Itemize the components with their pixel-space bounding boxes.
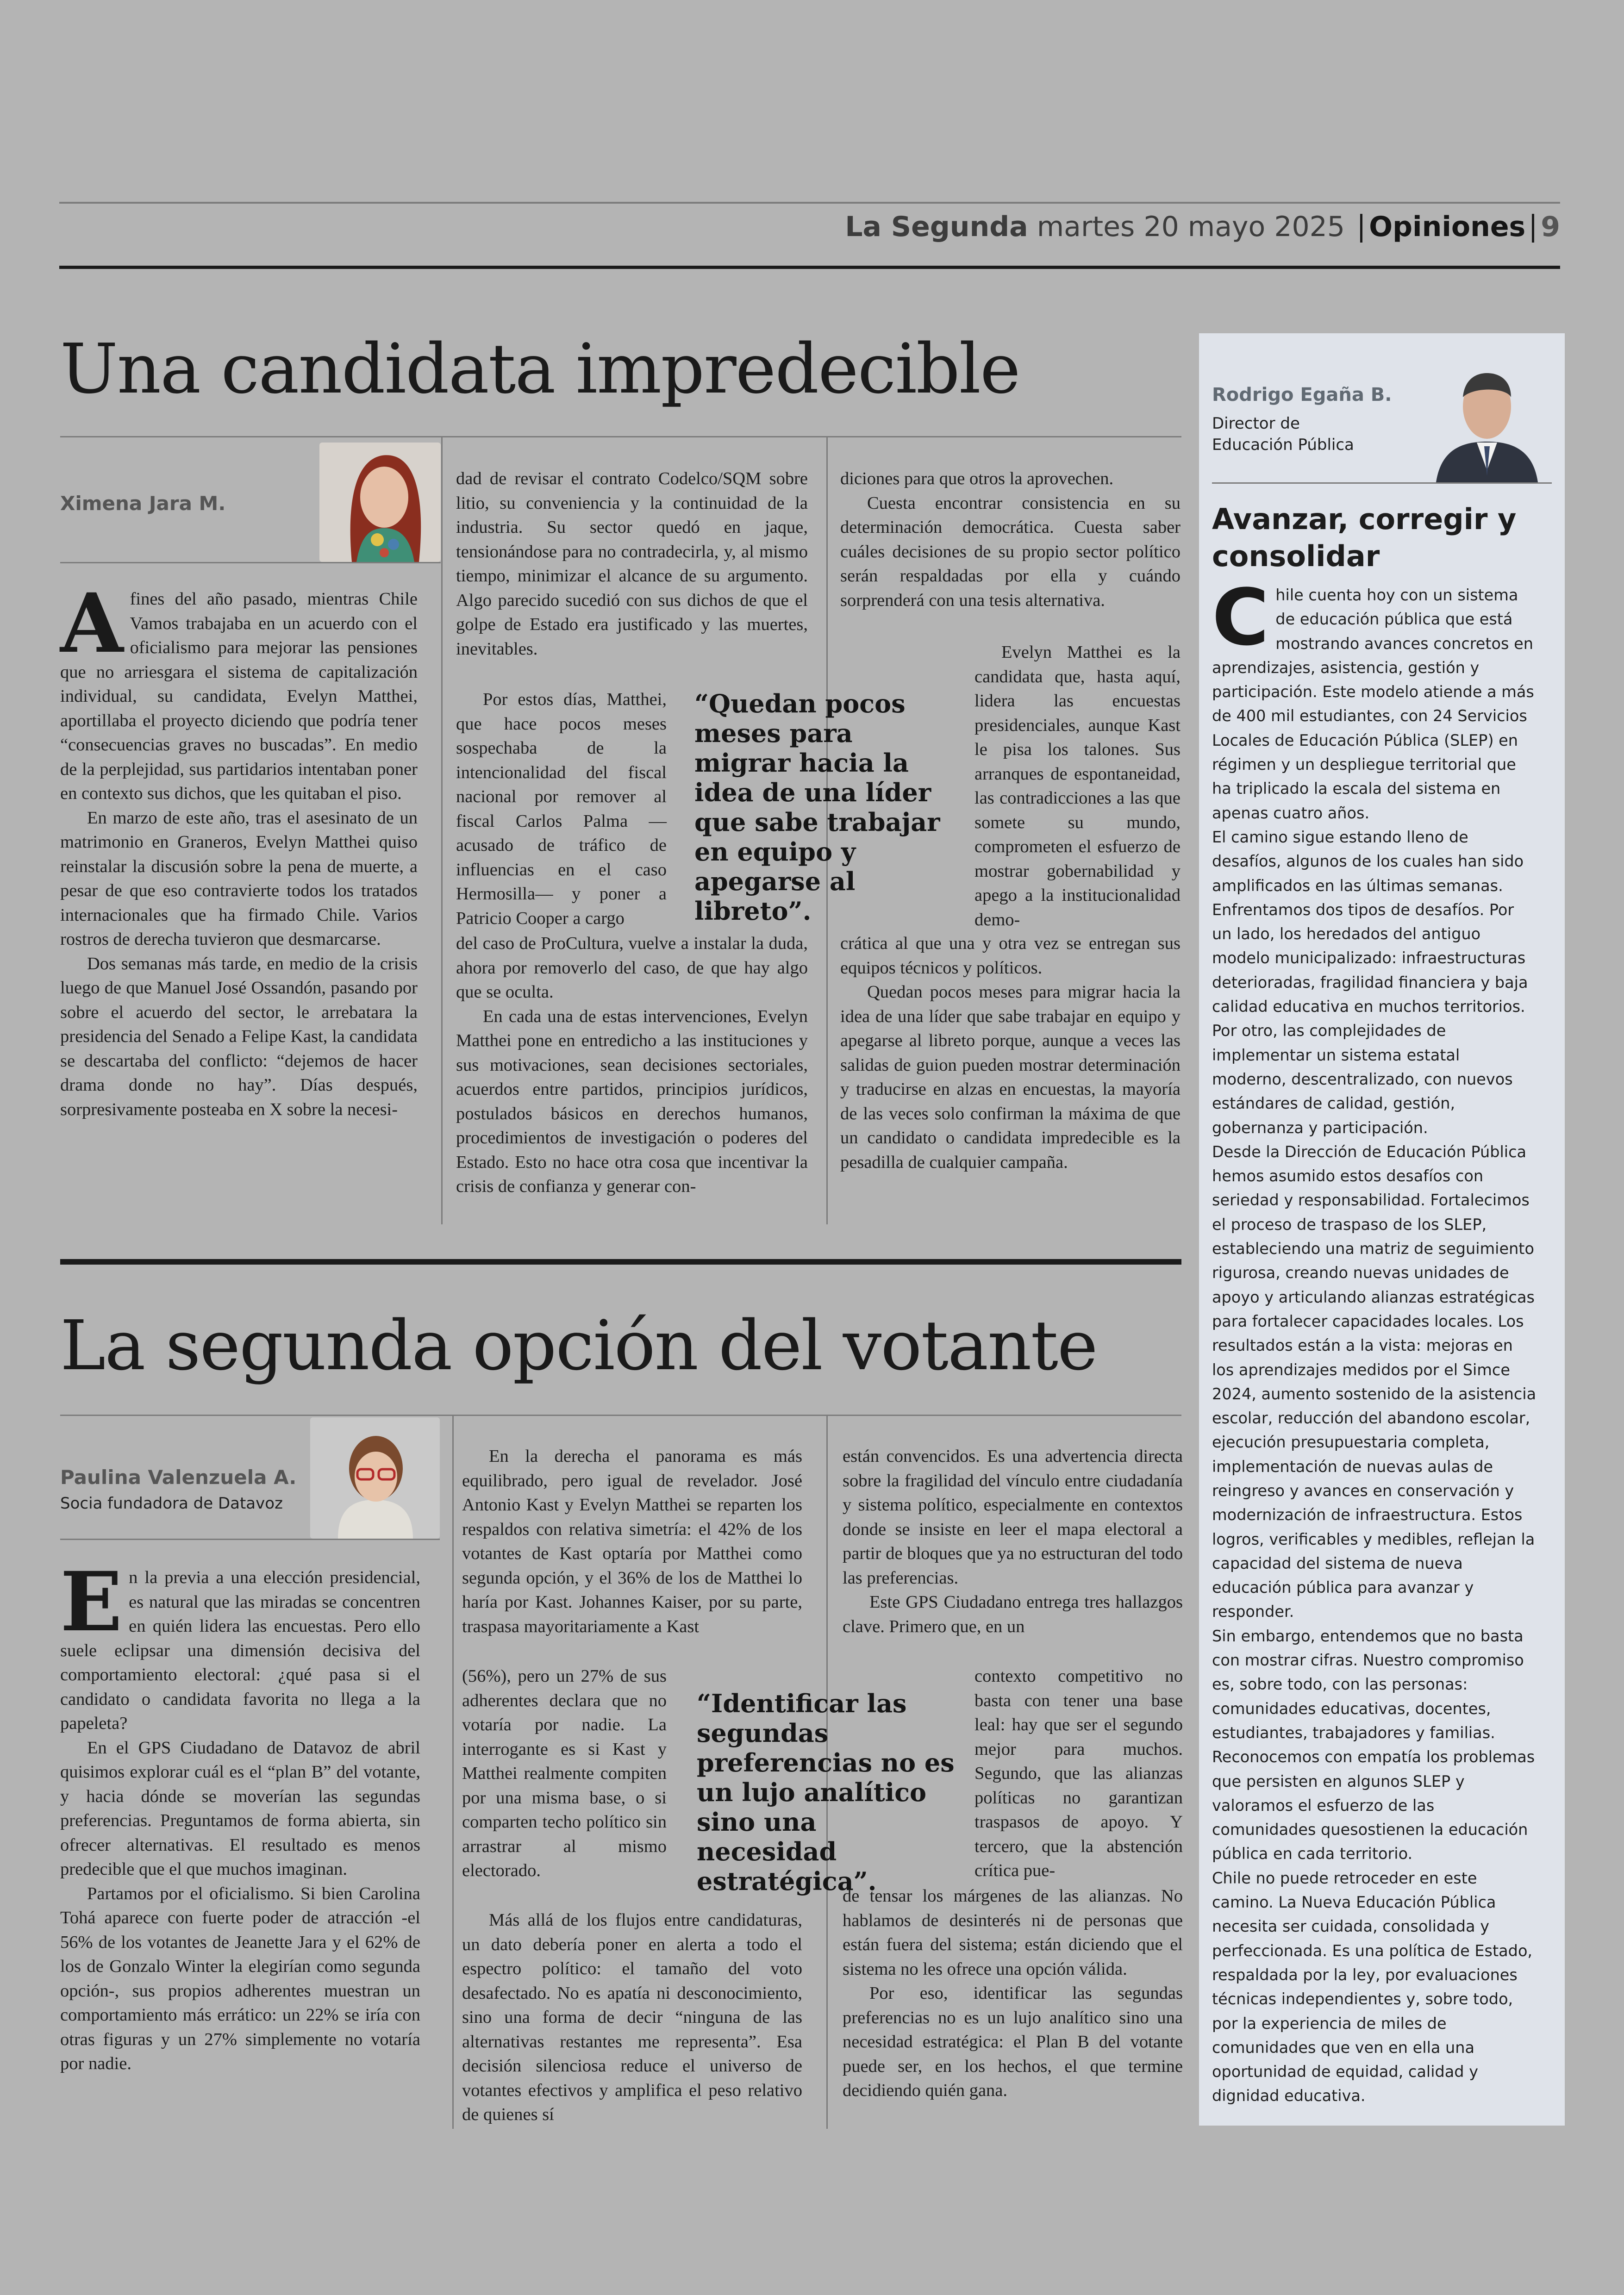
article-2-headline: La segunda opción del votante — [60, 1306, 1097, 1385]
article-1-column-1 — [60, 575, 418, 1122]
article-separator — [60, 1259, 1181, 1265]
article-1-column-2b — [456, 687, 667, 930]
paragraph: Dos semanas más tarde, en medio de la crisis luego de que Manuel José Ossandón, pasando por sobre el acuerdo del sector, le arrebatara la presidencia del Senado a Felipe Kast, la candidata se descartaba del conflicto: “dejemos de hacer drama donde no hay”. Días después, sorpresivamente posteaba en X sobre la necesi- — [60, 954, 418, 1119]
article-2-column-1 — [60, 1554, 420, 2076]
article-2-author-rule — [60, 1539, 440, 1540]
article-2-column-3c — [843, 1884, 1183, 2103]
author-photo-paulina — [310, 1417, 440, 1539]
paragraph: Cuesta encontrar consistencia en su determinación democrática. Cuesta saber cuáles decisiones de su propio sector político serán respaldadas por ella y cuándo sorprenderá con una tesis alternativa. — [840, 493, 1181, 610]
paragraph: Evelyn Matthei es la candidata que, hasta aquí, lidera las encuestas presidenciales, aunque Kast le pisa los talones. Sus arranques de espontaneidad, las contradicciones a las que somete su mundo, comprometen el esfuerzo de mostrar gobernabilidad y apego a la institucionalidad demo- — [974, 642, 1181, 929]
article-2-column-2c — [462, 1908, 802, 2127]
article-2-pullquote: “Identificar las segundas preferencias no es un lujo analítico sino una necesidad estratégica”. — [697, 1689, 955, 1896]
column-divider — [441, 437, 443, 1224]
paragraph: crática al que una y otra vez se entregan sus equipos técnicos y políticos. — [840, 934, 1181, 978]
paragraph: hile cuenta hoy con un sistema de educación pública que está mostrando avances concretos en aprendizajes, asistencia, gestión y participación. Este modelo atiende a más de 400 mil estudiantes, con 24 Servicios Locales de Educación Pública (SLEP) en régimen y un despliegue territorial que ha triplicado la escala del sistema en apenas cuatro años. — [1212, 586, 1534, 822]
paragraph: En la derecha el panorama es más equilibrado, pero igual de revelador. José Antonio Kast y Evelyn Matthei se reparten los respaldos con relativa simetría: el 42% de los votantes de Kast optaría por Matthei como segunda opción, y el 36% de los de Matthei lo haría por Kast. Johannes Kaiser, por su parte, traspasa mayoritariamente a Kast — [462, 1447, 802, 1636]
drop-cap: C — [1212, 572, 1269, 663]
paragraph: El camino sigue estando lleno de desafíos, algunos de los cuales han sido amplificados en las últimas semanas. Enfrentamos dos tipos de desafíos. Por un lado, los heredados del antiguo modelo municipalizado: infraestructuras deterioradas, fragilidad financiera y baja calidad educativa en muchos territorios. Por otro, las complejidades de implementar un sistema estatal moderno, descentralizado, con nuevos estándares de calidad, gestión, gobernanza y participación. — [1212, 828, 1528, 1137]
author-photo-ximena — [319, 443, 441, 562]
sidebar-author: Rodrigo Egaña B. — [1212, 384, 1392, 405]
masthead — [59, 209, 1560, 244]
article-2-column-2a — [462, 1444, 802, 1639]
paragraph: Chile no puede retroceder en este camino. La Nueva Educación Pública necesita ser cuidada, consolidada y perfeccionada. Es una política de Estado, respaldada por la ley, por evaluaciones técnicas independientes y, sobre todo, por la experiencia de miles de comunidades que ven en ella una oportunidad de equidad, calidad y dignidad educativa. — [1212, 1869, 1533, 2105]
paragraph: de tensar los márgenes de las alianzas. No hablamos de desinterés ni de personas que están fuera del sistema; están diciendo que el sistema no les ofrece una opción válida. — [843, 1886, 1183, 1979]
sidebar-title: Avanzar, corregir y consolidar — [1212, 502, 1517, 573]
article-1-author-rule — [60, 562, 441, 563]
article-1-author: Ximena Jara M. — [60, 492, 226, 515]
sidebar-body — [1212, 572, 1538, 2108]
paragraph: Más allá de los flujos entre candidaturas, un dato debería poner en alerta a todo el espectro político: el tamaño del voto desafectado. No es apatía ni desconocimiento, sino una forma de decir “ninguna de las alternativas restantes me representa”. Esa decisión silenciosa reduce el universo de votantes efectivos y amplifica el peso relativo de quienes sí — [462, 1910, 802, 2124]
article-1-pullquote: “Quedan pocos meses para migrar hacia la idea de una líder que sabe trabajar en equipo y apegarse al libreto”. — [694, 689, 940, 926]
column-divider — [452, 1416, 454, 2129]
sidebar-author-role: Director de Educación Pública — [1212, 414, 1354, 454]
paragraph: fines del año pasado, mientras Chile Vamos trabajaba en un acuerdo con el oficialismo para mejorar las pensiones que no arriesgara el sistema de capitalización individual, su candidata, Evelyn Matthei, aportillaba el proyecto diciendo que podría tener “consecuencias graves no buscadas”. En medio de la perplejidad, sus partidarios intentaban poner en contexto sus dichos, que les quitaban el piso. — [60, 589, 418, 803]
paragraph: Sin embargo, entendemos que no basta con mostrar cifras. Nuestro compromiso es, sobre todo, con las personas: comunidades educativas, docentes, estudiantes, trabajadores y familias. Reconocemos con empatía los problemas que persisten en algunos SLEP y valoramos el esfuerzo de las comunidades quesostienen la educación pública en cada territorio. — [1212, 1627, 1535, 1863]
paragraph: Partamos por el oficialismo. Si bien Carolina Tohá aparece con fuerte poder de atracción -el 56% de los votantes de Jeanette Jara y el 62% de los de Gonzalo Winter la elegirían como segunda opción-, sus propios adherentes muestran un comportamiento más errático: un 22% se iría con otras figuras y un 27% simplemente no votaría por nadie. — [60, 1883, 420, 2073]
masthead-bottom-rule — [59, 266, 1560, 269]
article-1-column-3a — [840, 467, 1181, 612]
paragraph: En cada una de estas intervenciones, Evelyn Matthei pone en entredicho a las instituciones y sus motivaciones, sean decisiones sectoriales, acuerdos entre partidos, principios jurídicos, postulados básicos en derechos humanos, procedimientos de investigación o poderes del Estado. Esto no hace otra cosa que incentivar la crisis de confianza y generar con- — [456, 1006, 808, 1196]
paragraph: Quedan pocos meses para migrar hacia la idea de una líder que sabe trabajar en equipo y apegarse al libreto porque, aunque a veces las salidas de guion pueden mostrar determinación y traducirse en alzas en encuestas, la mayoría de las veces solo confirman la máxima de que un candidato o candidata impredecible es la pesadilla de cualquier campaña. — [840, 982, 1181, 1172]
issue-date: martes 20 mayo 2025 — [1037, 211, 1345, 243]
article-1-column-3c — [840, 931, 1181, 1174]
opinion-sidebar — [1199, 333, 1565, 2126]
masthead-separator — [1360, 214, 1362, 243]
paragraph: están convencidos. Es una advertencia directa sobre la fragilidad del vínculo entre ciudadanía y sistema político, especialmente en contextos donde se insiste en leer el mapa electoral a partir de bloques que ya no estructuran del todo las preferencias. — [843, 1447, 1183, 1588]
paragraph: diciones para que otros la aprovechen. — [840, 469, 1114, 488]
paragraph: contexto competitivo no basta con tener una base leal: hay que ser el segundo mejor para muchos. Segundo, que las alianzas políticas no garantizan traspasos de apoyo. Y tercero, que la abstención crítica pue- — [974, 1666, 1183, 1880]
page-number: 9 — [1541, 211, 1560, 243]
paragraph: n la previa a una elección presidencial, es natural que las miradas se concentren en quién lidera las encuestas. Pero ello suele eclipsar una dimensión decisiva del comportamiento electoral: ¿qué pasa si el candidato o candidata favorita no llega a la papeleta? — [60, 1568, 420, 1733]
article-1-top-rule — [60, 436, 1181, 437]
sidebar-author-rule — [1212, 482, 1552, 484]
article-1-column-2c — [456, 931, 808, 1199]
paragraph: Por estos días, Matthei, que hace pocos meses sospechaba de la intencionalidad del fiscal nacional por remover al fiscal Carlos Palma —acusado de tráfico de influencias en el caso Hermosilla— y poner a Patricio Cooper a cargo — [456, 690, 667, 928]
top-rule — [59, 202, 1560, 204]
masthead-separator — [1532, 214, 1534, 243]
paragraph: Este GPS Ciudadano entrega tres hallazgos clave. Primero que, en un — [843, 1592, 1183, 1636]
article-1-column-2a — [456, 467, 808, 661]
author-photo-rodrigo — [1422, 355, 1552, 482]
paragraph: dad de revisar el contrato Codelco/SQM sobre litio, su conveniencia y la continuidad de la industria. Su sector quedó en jaque, tensionándose para no contradecirla, y, al mismo tiempo, minimizar el alcance de su argumento. Algo parecido sucedió con sus dichos de que el golpe de Estado era justificado y las muertes, inevitables. — [456, 469, 808, 659]
article-1-column-3b — [974, 640, 1181, 932]
article-2-author-role: Socia fundadora de Datavoz — [60, 1494, 283, 1513]
paragraph: En marzo de este año, tras el asesinato de un matrimonio en Graneros, Evelyn Matthei quiso reinstalar la discusión sobre la pena de muerte, a pesar de que eso contravierte todos los tratados internacionales que ha firmado Chile. Varios rostros de derecha tuvieron que desmarcarse. — [60, 808, 418, 949]
paragraph: Desde la Dirección de Educación Pública hemos asumido estos desafíos con seriedad y responsabilidad. Fortalecimos el proceso de traspaso de los SLEP, estableciendo una matriz de seguimiento rigurosa, creando nuevas unidades de apoyo y articulando alianzas estratégicas para fortalecer capacidades locales. Los resultados están a la vista: mejoras en los aprendizajes medidos por el Simce 2024, aumento sostenido de la asistencia escolar, reducción del abandono escolar, ejecución presupuestaria completa, implementación de nuevas aulas de reingreso y avances en conservación y modernización de infraestructura. Estos logros, verificables y medibles, reflejan la capacidad del sistema de nueva educación pública para avanzar y responder. — [1212, 1142, 1537, 1621]
paragraph: (56%), pero un 27% de sus adherentes declara que no votaría por nadie. La interrogante es si Kast y Matthei realmente compiten por una misma base, o si comparten techo político sin arrastrar al mismo electorado. — [462, 1666, 667, 1880]
paragraph: En el GPS Ciudadano de Datavoz de abril quisimos explorar cuál es el “plan B” del votante, y hacia dónde se moverían las segundas preferencias. Preguntamos de forma abierta, sin ofrecer alternativas. El resultado es menos predecible que el que muchos imaginan. — [60, 1738, 420, 1879]
section-name: Opiniones — [1369, 211, 1526, 243]
drop-cap: E — [60, 1554, 123, 1650]
paragraph: Por eso, identificar las segundas preferencias no es un lujo analítico sino una necesidad estratégica: el Plan B del votante puede ser, en los hechos, el que termine decidiendo quién gana. — [843, 1983, 1183, 2100]
article-2-column-3b — [974, 1664, 1183, 1883]
article-2-column-3a — [843, 1444, 1183, 1639]
paper-name: La Segunda — [845, 211, 1028, 243]
article-1-headline: Una candidata impredecible — [60, 329, 1020, 409]
drop-cap: A — [60, 575, 124, 671]
article-2-column-2b — [462, 1664, 667, 1883]
article-2-author: Paulina Valenzuela A. — [60, 1466, 297, 1489]
paragraph: del caso de ProCultura, vuelve a instalar la duda, ahora por removerlo del caso, de que hay algo que se oculta. — [456, 934, 808, 1002]
article-2-top-rule — [60, 1415, 1181, 1416]
